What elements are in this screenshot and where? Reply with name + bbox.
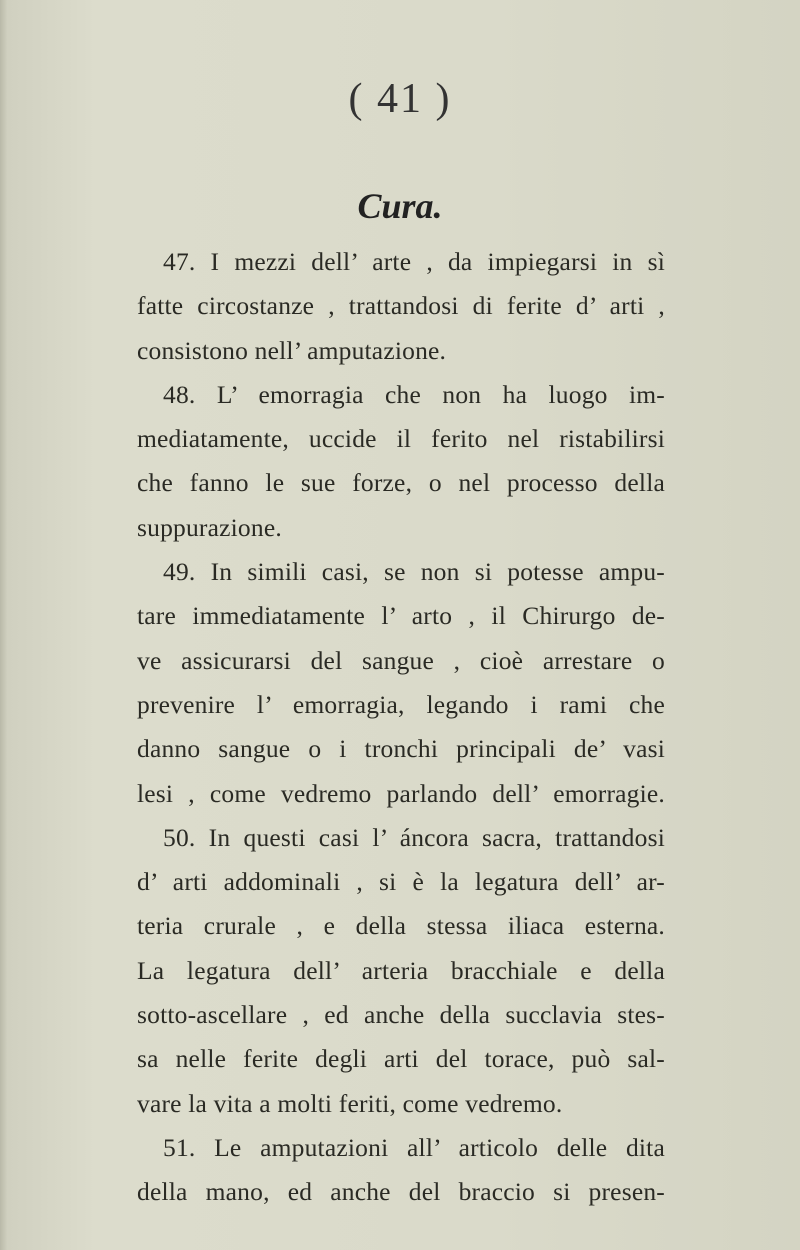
text-line: fatte circostanze , trattandosi di ferite d’ arti ,	[137, 291, 665, 321]
text-line: ve assicurarsi del sangue , cioè arrestare o	[137, 645, 665, 675]
text-line: 48. L’ emorragia che non ha luogo im-	[163, 379, 665, 409]
text-line: vare la vita a molti feriti, come vedremo.	[137, 1088, 563, 1118]
text-line: della mano, ed anche del braccio si presen-	[137, 1177, 665, 1207]
section-title: Cura.	[357, 186, 443, 226]
text-line: sotto-ascellare , ed anche della succlavia stes-	[137, 1000, 665, 1030]
text-line: che fanno le sue forze, o nel processo della	[137, 468, 665, 498]
text-line: prevenire l’ emorragia, legando i rami che	[137, 689, 665, 719]
text-line: danno sangue o i tronchi principali de’ vasi	[137, 734, 665, 764]
text-line: La legatura dell’ arteria bracchiale e della	[137, 955, 665, 985]
body-text	[137, 240, 665, 1215]
text-line: 47. I mezzi dell’ arte , da impiegarsi in sì	[163, 247, 665, 276]
text-line: 50. In questi casi l’ áncora sacra, trattandosi	[163, 822, 665, 852]
text-line: tare immediatamente l’ arto , il Chirurgo de-	[137, 601, 665, 631]
text-line: sa nelle ferite degli arti del torace, può sal-	[137, 1044, 665, 1074]
text-line: mediatamente, uccide il ferito nel ristabilirsi	[137, 424, 665, 454]
text-line: 49. In simili casi, se non si potesse ampu-	[163, 557, 665, 587]
page-number: ( 41 )	[348, 76, 452, 122]
text-line: 51. Le amputazioni all’ articolo delle dita	[163, 1132, 665, 1162]
text-line: suppurazione.	[137, 512, 282, 542]
text-line: teria crurale , e della stessa iliaca esterna.	[137, 911, 665, 941]
text-line: d’ arti addominali , si è la legatura dell’ ar-	[137, 867, 665, 897]
text-line: consistono nell’ amputazione.	[137, 335, 447, 365]
text-line: lesi , come vedremo parlando dell’ emorragie.	[137, 778, 665, 808]
